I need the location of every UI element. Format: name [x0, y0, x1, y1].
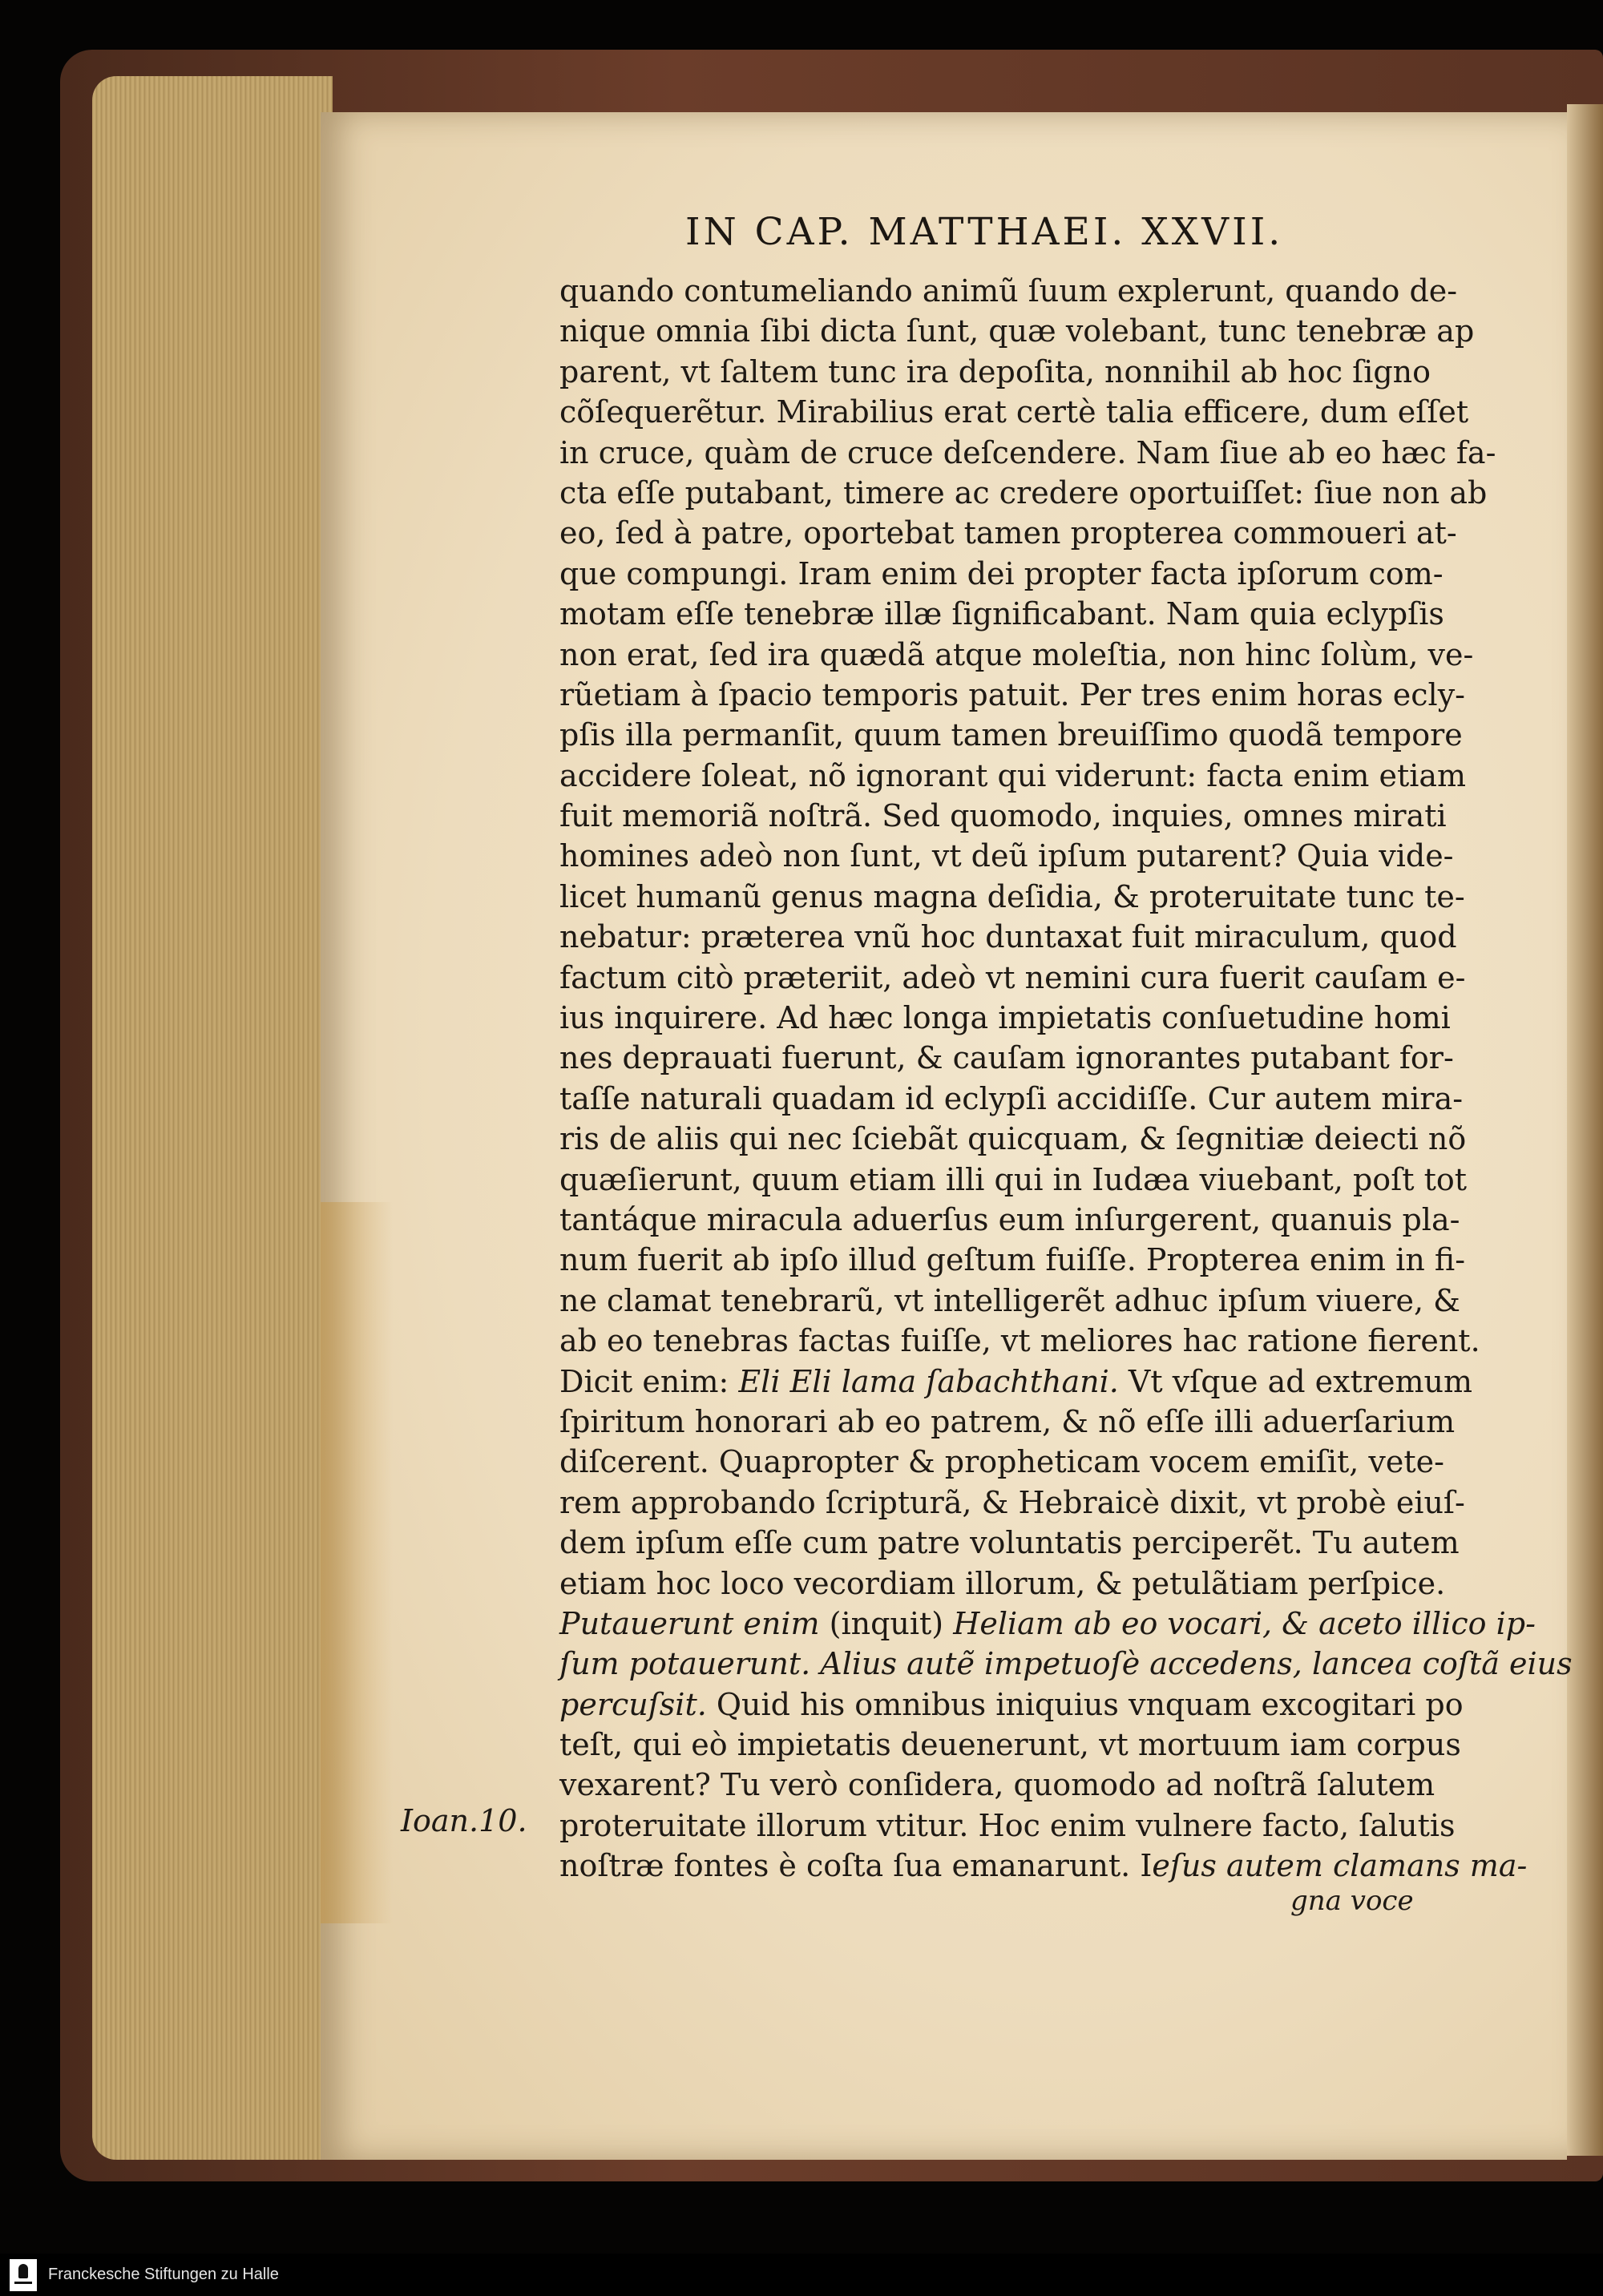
roman-segment: ris de aliis qui nec ſciebãt quicquam, & ſegnitiæ deiecti nõ — [559, 1121, 1467, 1157]
footer-bar — [0, 2254, 1603, 2296]
text-line — [559, 756, 1467, 796]
text-line — [559, 877, 1465, 917]
roman-segment: vexarent? Tu verò conſidera, quomodo ad noſtrã ſalutem — [559, 1767, 1435, 1803]
roman-segment: rũetiam à ſpacio temporis patuit. Per tres enim horas ecly- — [559, 676, 1465, 712]
roman-segment: ab eo tenebras factas fuiſſe, vt meliores hac ratione fierent. — [559, 1323, 1480, 1359]
text-line — [559, 1119, 1467, 1159]
text-line — [559, 635, 1474, 675]
roman-segment: nebatur: præterea vnũ hoc duntaxat fuit miraculum, quod — [559, 919, 1457, 955]
text-line — [559, 1685, 1464, 1725]
italic-segment: Eli Eli lama ſabachthani. — [738, 1363, 1119, 1399]
text-line — [559, 392, 1469, 432]
margin-note: Ioan.10. — [401, 1803, 527, 1838]
roman-segment: num fuerit ab ipſo illud geſtum fuiſſe. Propterea enim in fi- — [559, 1242, 1466, 1278]
text-line — [559, 1402, 1456, 1442]
text-line — [559, 1564, 1446, 1604]
roman-segment: fuit memoriã noſtrã. Sed quomodo, inquies, omnes mirati — [559, 798, 1447, 834]
roman-segment: nes deprauati fuerunt, & cauſam ignorantes putabant for- — [559, 1040, 1454, 1076]
roman-segment: Dicit enim: — [559, 1363, 739, 1399]
roman-segment: in cruce, quàm de cruce deſcendere. Nam ſiue ab eo hæc fa- — [559, 434, 1496, 470]
institution-name: Franckesche Stiftungen zu Halle — [48, 2266, 279, 2283]
roman-segment: teſt, qui eò impietatis deuenerunt, vt mortuum iam corpus — [559, 1727, 1461, 1763]
text-line — [559, 1362, 1473, 1402]
text-line — [559, 675, 1465, 715]
roman-segment: motam eſſe tenebræ illæ ſignificabant. Nam quia eclypſis — [559, 596, 1444, 632]
text-line — [559, 1038, 1454, 1078]
roman-segment: quæſierunt, quum etiam illi qui in Iudæa viuebant, poſt tot — [559, 1161, 1468, 1197]
catchword: gna voce — [1290, 1885, 1414, 1917]
text-line — [559, 513, 1457, 553]
roman-segment: dem ipſum eſſe cum patre voluntatis perciperẽt. Tu autem — [559, 1525, 1460, 1561]
text-line — [559, 958, 1466, 998]
page-block-edge — [92, 76, 333, 2160]
roman-segment: Quid his omnibus iniquius vnquam excogitari po — [706, 1686, 1464, 1722]
text-line — [559, 1200, 1460, 1240]
italic-segment: percuſsit. — [559, 1686, 707, 1722]
text-line — [559, 1523, 1460, 1563]
text-line — [559, 433, 1496, 473]
roman-segment: homines adeò non ſunt, vt deũ ipſum putarent? Quia vide- — [559, 838, 1454, 874]
text-line — [559, 1765, 1435, 1805]
italic-segment: Putauerunt enim — [559, 1605, 820, 1641]
text-line — [559, 1806, 1456, 1846]
text-line — [559, 715, 1463, 755]
text-line — [559, 1483, 1465, 1523]
text-line — [559, 1321, 1480, 1361]
roman-segment: parent, vt ſaltem tunc ira depoſita, nonnihil ab hoc ſigno — [559, 353, 1431, 389]
text-line — [559, 836, 1454, 876]
text-line — [559, 1725, 1461, 1765]
text-line — [559, 1160, 1468, 1200]
roman-segment: proteruitate illorum vtitur. Hoc enim vulnere facto, ſalutis — [559, 1807, 1456, 1843]
text-line — [559, 554, 1444, 594]
roman-segment: rem approbando ſcripturã, & Hebraicè dixit, vt probè eiuſ- — [559, 1484, 1465, 1520]
italic-segment: ſum potauerunt. Alius autẽ impetuoſè accedens, lancea coſtã eius — [559, 1646, 1573, 1682]
italic-segment: Heliam ab eo vocari, & aceto illico ip- — [953, 1605, 1536, 1641]
water-stain — [321, 1202, 393, 1923]
roman-segment: diſcerent. Quapropter & propheticam vocem emiſit, vete- — [559, 1444, 1444, 1480]
text-line — [559, 1846, 1528, 1886]
text-line — [559, 1079, 1464, 1119]
italic-segment: eſus autem clamans ma- — [1152, 1848, 1528, 1884]
roman-segment: etiam hoc loco vecordiam illorum, & petulãtiam perſpice. — [559, 1565, 1446, 1601]
text-line — [559, 1442, 1444, 1482]
text-line — [559, 998, 1451, 1038]
roman-segment: pſis illa permanſit, quum tamen breuiſſimo quodã tempore — [559, 717, 1463, 753]
running-header: IN CAP. MATTHAEI. XXVII. — [685, 210, 1284, 254]
text-line — [559, 594, 1444, 634]
roman-segment: accidere ſoleat, nõ ignorant qui viderunt: facta enim etiam — [559, 757, 1467, 793]
roman-segment: cta eſſe putabant, timere ac credere oportuiſſet: ſiue non ab — [559, 474, 1488, 510]
roman-segment: eo, ſed à patre, oportebat tamen propterea commoueri at- — [559, 515, 1457, 551]
roman-segment: ne clamat tenebrarũ, vt intelligerẽt adhuc ipſum viuere, & — [559, 1282, 1460, 1318]
roman-segment: (inquit) — [819, 1605, 954, 1641]
institution-logo-icon — [10, 2259, 37, 2291]
facing-page-edge — [1567, 104, 1603, 2156]
roman-segment: licet humanũ genus magna deſidia, & proteruitate tunc te- — [559, 878, 1465, 914]
text-line — [559, 796, 1447, 836]
text-line — [559, 1281, 1460, 1321]
text-line — [559, 1240, 1466, 1280]
roman-segment: non erat, ſed ira quædã atque moleſtia, non hinc ſolùm, ve- — [559, 636, 1474, 672]
roman-segment: nique omnia ſibi dicta ſunt, quæ volebant, tunc tenebræ ap — [559, 313, 1475, 349]
text-line — [559, 311, 1475, 351]
text-line — [559, 1604, 1536, 1644]
roman-segment: quando contumeliando animũ ſuum explerunt, quando de- — [559, 273, 1458, 309]
roman-segment: factum citò præteriit, adeò vt nemini cura fuerit cauſam e- — [559, 959, 1466, 995]
text-line — [559, 917, 1457, 957]
roman-segment: ius inquirere. Ad hæc longa impietatis conſuetudine homi — [559, 1000, 1451, 1036]
body-text — [559, 271, 1573, 1886]
roman-segment: que compungi. Iram enim dei propter facta ipſorum com- — [559, 555, 1444, 591]
text-line — [559, 271, 1458, 311]
roman-segment: ſpiritum honorari ab eo patrem, & nõ eſſe illi aduerſarium — [559, 1403, 1456, 1439]
text-line — [559, 473, 1488, 513]
roman-segment: tantáque miracula aduerſus eum inſurgerent, quanuis pla- — [559, 1201, 1460, 1237]
roman-segment: Vt vſque ad extremum — [1118, 1363, 1473, 1399]
roman-segment: noſtræ fontes è coſta ſua emanarunt. I — [559, 1848, 1153, 1884]
roman-segment: cõſequerẽtur. Mirabilius erat certè talia efficere, dum eſſet — [559, 394, 1469, 430]
roman-segment: taſſe naturali quadam id eclypſi accidiſſe. Cur autem mira- — [559, 1080, 1464, 1116]
text-line — [559, 1644, 1573, 1684]
text-line — [559, 352, 1431, 392]
